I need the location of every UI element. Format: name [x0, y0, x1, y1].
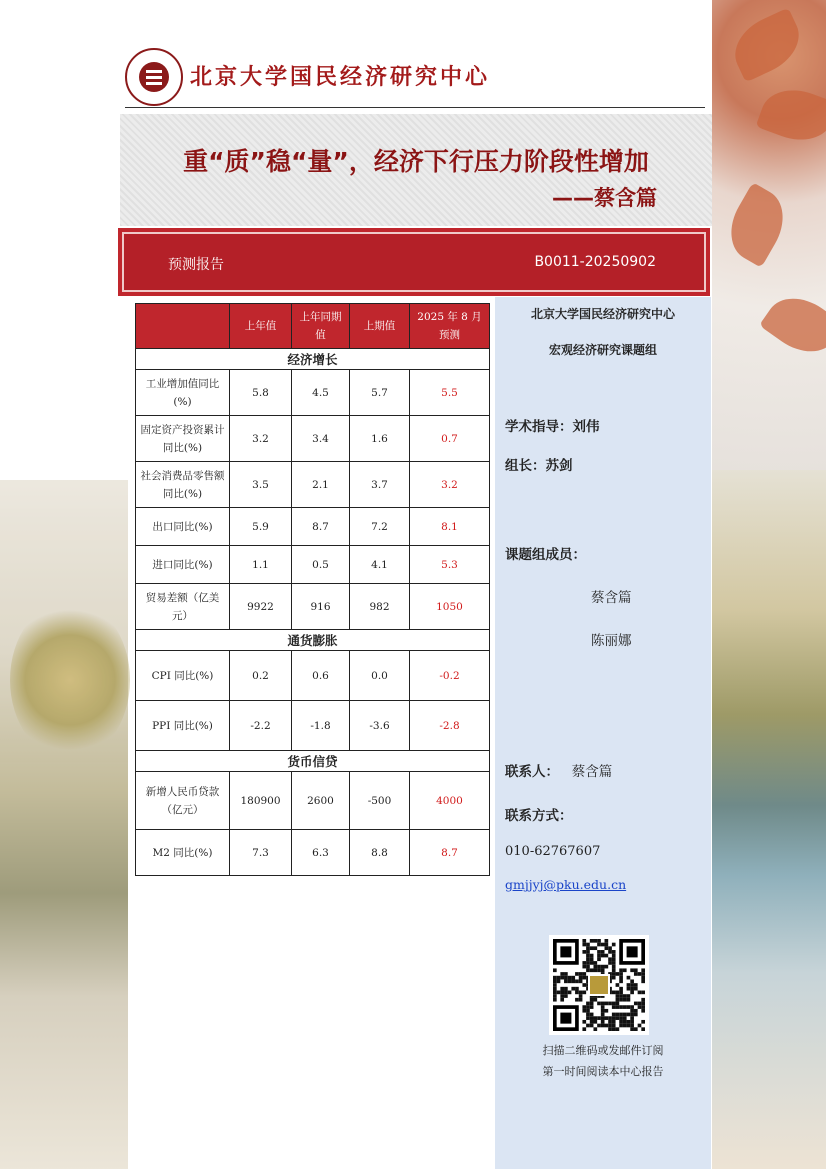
row-label: 固定资产投资累计同比(%) — [136, 416, 230, 462]
table-row — [136, 508, 490, 546]
forecast-cell: 4000 — [410, 772, 490, 830]
header-cell-last-year: 上年值 — [230, 304, 292, 349]
org-name: 北京大学国民经济研究中心 — [190, 64, 491, 90]
forecast-cell: 0.7 — [410, 416, 490, 462]
value-cell: 4.1 — [350, 546, 410, 584]
table-row — [136, 370, 490, 416]
section-title: 经济增长 — [136, 349, 490, 370]
qr-caption-line-1: 扫描二维码或发邮件订阅 — [542, 1044, 664, 1057]
report-code: B0011-20250902 — [534, 254, 656, 270]
sidebar-member-1: 蔡含篇 — [591, 590, 632, 606]
forecast-cell: 5.5 — [410, 370, 490, 416]
row-label: PPI 同比(%) — [136, 701, 230, 751]
value-cell: 5.9 — [230, 508, 292, 546]
value-cell: 3.4 — [292, 416, 350, 462]
value-cell: 7.2 — [350, 508, 410, 546]
value-cell: 4.5 — [292, 370, 350, 416]
report-author: ——蔡含篇 — [552, 186, 657, 210]
table-row — [136, 772, 490, 830]
header-cell-last-period: 上期值 — [350, 304, 410, 349]
value-cell: 7.3 — [230, 830, 292, 876]
value-cell: 8.8 — [350, 830, 410, 876]
row-label: M2 同比(%) — [136, 830, 230, 876]
sidebar-email-link[interactable]: gmjjyj@pku.edu.cn — [505, 877, 627, 892]
sidebar-advisor: 学术指导：刘伟 — [505, 419, 600, 435]
value-cell: 9922 — [230, 584, 292, 630]
sidebar-contact-method-label: 联系方式： — [505, 808, 573, 824]
university-logo — [125, 48, 185, 108]
value-cell: 1.1 — [230, 546, 292, 584]
forecast-cell: 8.1 — [410, 508, 490, 546]
row-label: 进口同比(%) — [136, 546, 230, 584]
table-row — [136, 584, 490, 630]
table-row — [136, 462, 490, 508]
contact-name: 蔡含篇 — [571, 764, 613, 780]
sidebar-phone: 010-62767607 — [505, 844, 601, 859]
header-cell-forecast: 2025 年 8 月预测 — [410, 304, 490, 349]
sidebar-members-label: 课题组成员： — [505, 547, 586, 563]
value-cell: -500 — [350, 772, 410, 830]
value-cell: 916 — [292, 584, 350, 630]
table-row — [136, 546, 490, 584]
table-row — [136, 701, 490, 751]
row-label: 贸易差额（亿美元） — [136, 584, 230, 630]
section-title: 通货膨胀 — [136, 630, 490, 651]
table-row — [136, 830, 490, 876]
row-label: 出口同比(%) — [136, 508, 230, 546]
sidebar-org: 北京大学国民经济研究中心 — [530, 307, 675, 321]
forecast-cell: 3.2 — [410, 462, 490, 508]
sidebar-leader: 组长：苏剑 — [505, 458, 573, 474]
row-label: CPI 同比(%) — [136, 651, 230, 701]
value-cell: 180900 — [230, 772, 292, 830]
value-cell: 0.0 — [350, 651, 410, 701]
table-row — [136, 416, 490, 462]
table-header-row — [136, 304, 490, 349]
header-cell-blank — [136, 304, 230, 349]
report-type: 预测报告 — [168, 257, 224, 273]
value-cell: 0.5 — [292, 546, 350, 584]
background-photo-right — [712, 470, 826, 1169]
forecast-cell: -2.8 — [410, 701, 490, 751]
background-photo-left — [0, 480, 128, 1169]
value-cell: 5.7 — [350, 370, 410, 416]
section-header-row — [136, 630, 490, 651]
value-cell: 8.7 — [292, 508, 350, 546]
report-title: 重“质”稳“量”，经济下行压力阶段性增加 — [183, 147, 649, 176]
section-header-row — [136, 751, 490, 772]
forecast-cell: -0.2 — [410, 651, 490, 701]
header-cell-same-period: 上年同期值 — [292, 304, 350, 349]
forecast-table — [135, 303, 490, 876]
sidebar-contact-person — [505, 760, 612, 780]
background-leaves-right — [712, 0, 826, 470]
value-cell: 3.2 — [230, 416, 292, 462]
table-row — [136, 651, 490, 701]
title-band — [120, 114, 712, 226]
report-bar — [118, 228, 710, 296]
value-cell: 3.5 — [230, 462, 292, 508]
section-title: 货币信贷 — [136, 751, 490, 772]
value-cell: 5.8 — [230, 370, 292, 416]
value-cell: 0.2 — [230, 651, 292, 701]
value-cell: 1.6 — [350, 416, 410, 462]
header-divider — [125, 107, 705, 108]
value-cell: -3.6 — [350, 701, 410, 751]
row-label: 新增人民币贷款（亿元） — [136, 772, 230, 830]
row-label: 社会消费品零售额同比(%) — [136, 462, 230, 508]
forecast-cell: 1050 — [410, 584, 490, 630]
qr-caption-line-2: 第一时间阅读本中心报告 — [542, 1065, 664, 1078]
sidebar-group: 宏观经济研究课题组 — [548, 343, 657, 357]
value-cell: 982 — [350, 584, 410, 630]
contact-sidebar — [495, 297, 711, 1169]
sidebar-member-2: 陈丽娜 — [591, 633, 632, 649]
forecast-cell: 8.7 — [410, 830, 490, 876]
value-cell: 6.3 — [292, 830, 350, 876]
value-cell: 2600 — [292, 772, 350, 830]
contact-label: 联系人： — [505, 764, 559, 780]
value-cell: 0.6 — [292, 651, 350, 701]
value-cell: -2.2 — [230, 701, 292, 751]
value-cell: -1.8 — [292, 701, 350, 751]
forecast-cell: 5.3 — [410, 546, 490, 584]
value-cell: 2.1 — [292, 462, 350, 508]
section-header-row — [136, 349, 490, 370]
qr-code[interactable] — [549, 935, 649, 1035]
row-label: 工业增加值同比(%) — [136, 370, 230, 416]
value-cell: 3.7 — [350, 462, 410, 508]
